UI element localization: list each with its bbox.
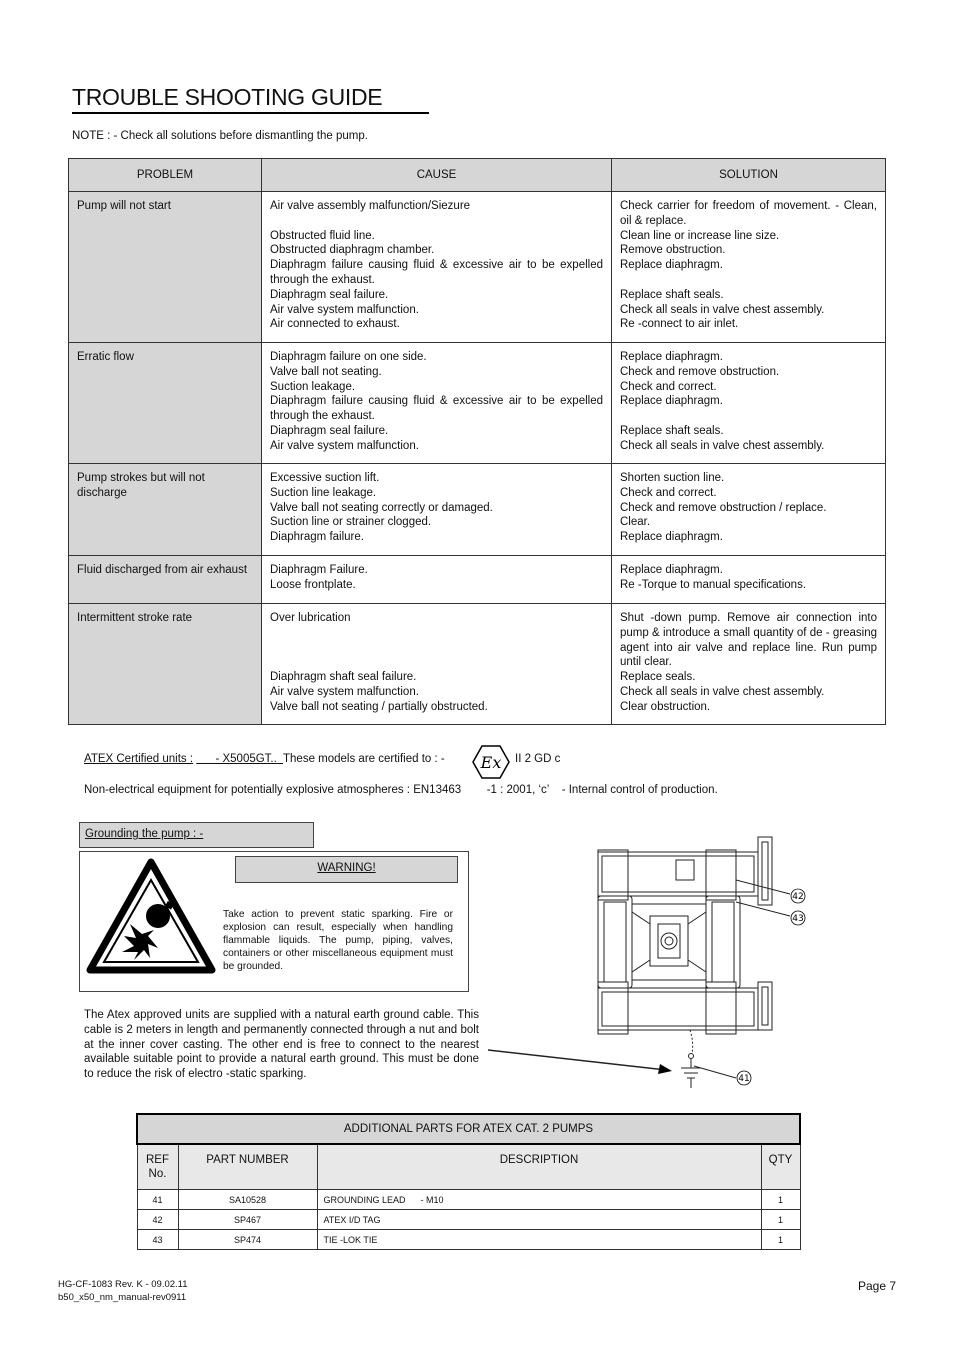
atex-certified-text: These models are certified to : - [283,753,445,765]
cause-line: Air valve system malfunction. [270,685,419,698]
ex-logo-icon [472,745,510,779]
solution-line: Clean line or increase line size. [620,229,780,242]
solution-cell [612,604,886,725]
explosion-warning-icon [86,858,216,976]
callout-42: 42 [792,892,804,902]
cause-cell [262,192,612,343]
cause-line: Valve ball not seating / partially obstructed. [270,700,488,713]
cause-line: Obstructed diaphragm chamber. [270,244,435,257]
cause-line: Excessive suction lift. [270,472,380,484]
table-row [69,343,886,464]
cause-line: Valve ball not seating. [270,365,382,378]
grounding-title-box [79,822,314,848]
solution-line: Check and correct. [620,380,717,393]
part-cell: SA10528 [178,1190,317,1210]
callout-41: 41 [738,1074,750,1084]
atex-certified-line [84,753,445,765]
ref-cell: 42 [137,1210,178,1230]
header-description: DESCRIPTION [317,1144,761,1190]
solution-line: Check all seals in valve chest assembly. [620,303,825,316]
troubleshooting-table [68,158,886,725]
table-row [69,556,886,604]
ref-cell: 41 [137,1190,178,1210]
solution-line: Clear. [620,516,651,529]
cause-line: Diaphragm shaft seal failure. [270,671,417,684]
cause-line: Air valve system malfunction. [270,439,419,452]
cause-line: Diaphragm failure causing fluid & excessive air to be expelled through the exhaust. [270,259,603,286]
solution-line: Shorten suction line. [620,472,725,484]
cause-cell [262,604,612,725]
table-row [137,1210,800,1230]
grounding-paragraph: The Atex approved units are supplied with a natural earth ground cable. This cable is 2 meters in length and permanently connected through a nut and bolt at the inner cover casting. The other end is free to connect to the nearest available suitable point to provide a natural earth ground. This must be done to reduce the risk of electro -static sparking. [84,1009,479,1081]
problem-cell: Fluid discharged from air exhaust [69,556,262,604]
solution-line: Remove obstruction. [620,244,726,257]
problem-cell: Pump strokes but will not discharge [69,464,262,556]
cause-line: Suction line or strainer clogged. [270,516,432,529]
solution-line: Replace diaphragm. [620,531,723,544]
atex-models: - X5005GT.. [196,753,283,765]
warning-text: Take action to prevent static sparking. Fire or explosion can result, especially when handling flammable liquids. The pump, piping, valves, containers or other miscellaneous equipment must be grounded. [223,909,453,972]
cause-line: Diaphragm seal failure. [270,288,389,301]
solution-line: Shut -down pump. Remove air connection into pump & introduce a small quantity of de - greasing agent into air valve and replace line. Run pump until clear. [620,612,877,669]
cause-line: Over lubrication [270,612,351,624]
footer-doc-id: HG-CF-1083 Rev. K - 09.02.11 [58,1279,188,1290]
header-cause: CAUSE [262,159,612,192]
qty-cell: 1 [761,1190,800,1210]
part-cell: SP474 [178,1230,317,1250]
solution-line: Replace diaphragm. [620,351,723,363]
solution-line: Replace shaft seals. [620,288,724,301]
table-row [137,1230,800,1250]
cause-line: Air valve assembly malfunction/Siezure [270,200,471,212]
atex-category: II 2 GD c [515,753,561,765]
header-qty: QTY [761,1144,800,1190]
atex-parts-table [136,1113,801,1250]
atex-label: ATEX Certified units : [84,753,194,765]
cause-line: Air connected to exhaust. [270,318,400,331]
table-row [137,1190,800,1210]
problem-cell: Pump will not start [69,192,262,343]
note: NOTE : - Check all solutions before dismantling the pump. [72,130,368,142]
desc-cell: ATEX I/D TAG [317,1210,761,1230]
part-cell: SP467 [178,1210,317,1230]
cause-line: Diaphragm seal failure. [270,424,389,437]
header-part-number: PART NUMBER [178,1144,317,1190]
cause-cell [262,464,612,556]
desc-cell: TIE -LOK TIE [317,1230,761,1250]
solution-cell [612,464,886,556]
pump-grounding-drawing [480,832,804,1092]
header-ref: REF No. [137,1144,178,1190]
cause-line: Diaphragm failure on one side. [270,351,427,363]
table-row [69,464,886,556]
solution-line: Replace diaphragm. [620,259,723,272]
solution-line: Check and remove obstruction / replace. [620,501,827,514]
solution-line: Re -connect to air inlet. [620,318,739,331]
warning-title: WARNING! [317,862,376,874]
header-problem: PROBLEM [69,159,262,192]
solution-line: Check all seals in valve chest assembly. [620,685,825,698]
grounding-title: Grounding the pump : - [85,828,204,840]
cause-line: Obstructed fluid line. [270,229,375,242]
solution-line: Check and remove obstruction. [620,365,780,378]
cause-line: Suction leakage. [270,380,356,393]
solution-line: Replace seals. [620,671,696,684]
solution-line: Re -Torque to manual specifications. [620,578,807,591]
page-number: Page 7 [858,1279,897,1293]
solution-line: Replace diaphragm. [620,395,723,408]
solution-line: Replace shaft seals. [620,424,724,437]
cause-line: Loose frontplate. [270,578,356,591]
desc-cell: GROUNDING LEAD - M10 [317,1190,761,1210]
problem-cell: Intermittent stroke rate [69,604,262,725]
cause-line: Valve ball not seating correctly or damaged. [270,501,493,514]
cause-line: Air valve system malfunction. [270,303,419,316]
ref-cell: 43 [137,1230,178,1250]
solution-line: Check and correct. [620,486,717,499]
warning-header [235,856,458,883]
ex-logo-text: Ex [480,753,502,772]
callout-43: 43 [792,914,804,924]
solution-cell [612,556,886,604]
qty-cell: 1 [761,1210,800,1230]
header-solution: SOLUTION [612,159,886,192]
cause-line: Diaphragm failure causing fluid & excessive air to be expelled through the exhaust. [270,395,603,423]
non-electrical-line: Non-electrical equipment for potentially explosive atmospheres : EN13463 -1 : 2001, ‘c’ - Internal control of production. [84,784,718,796]
problem-cell: Erratic flow [69,343,262,464]
solution-cell [612,343,886,464]
cause-cell [262,556,612,604]
solution-cell [612,192,886,343]
page-title: TROUBLE SHOOTING GUIDE [72,84,429,114]
parts-table-title: ADDITIONAL PARTS FOR ATEX CAT. 2 PUMPS [137,1114,800,1144]
solution-line: Check carrier for freedom of movement. - Clean, oil & replace. [620,200,877,227]
qty-cell: 1 [761,1230,800,1250]
cause-line: Diaphragm failure. [270,531,364,544]
footer-doc-info [58,1278,188,1304]
solution-line: Check all seals in valve chest assembly. [620,439,825,452]
solution-line: Replace diaphragm. [620,564,723,576]
solution-line: Clear obstruction. [620,700,711,713]
cause-line: Suction line leakage. [270,486,377,499]
footer-file: b50_x50_nm_manual-rev0911 [58,1292,187,1303]
cause-cell [262,343,612,464]
table-row [69,192,886,343]
cause-line: Diaphragm Failure. [270,564,368,576]
table-row [69,604,886,725]
